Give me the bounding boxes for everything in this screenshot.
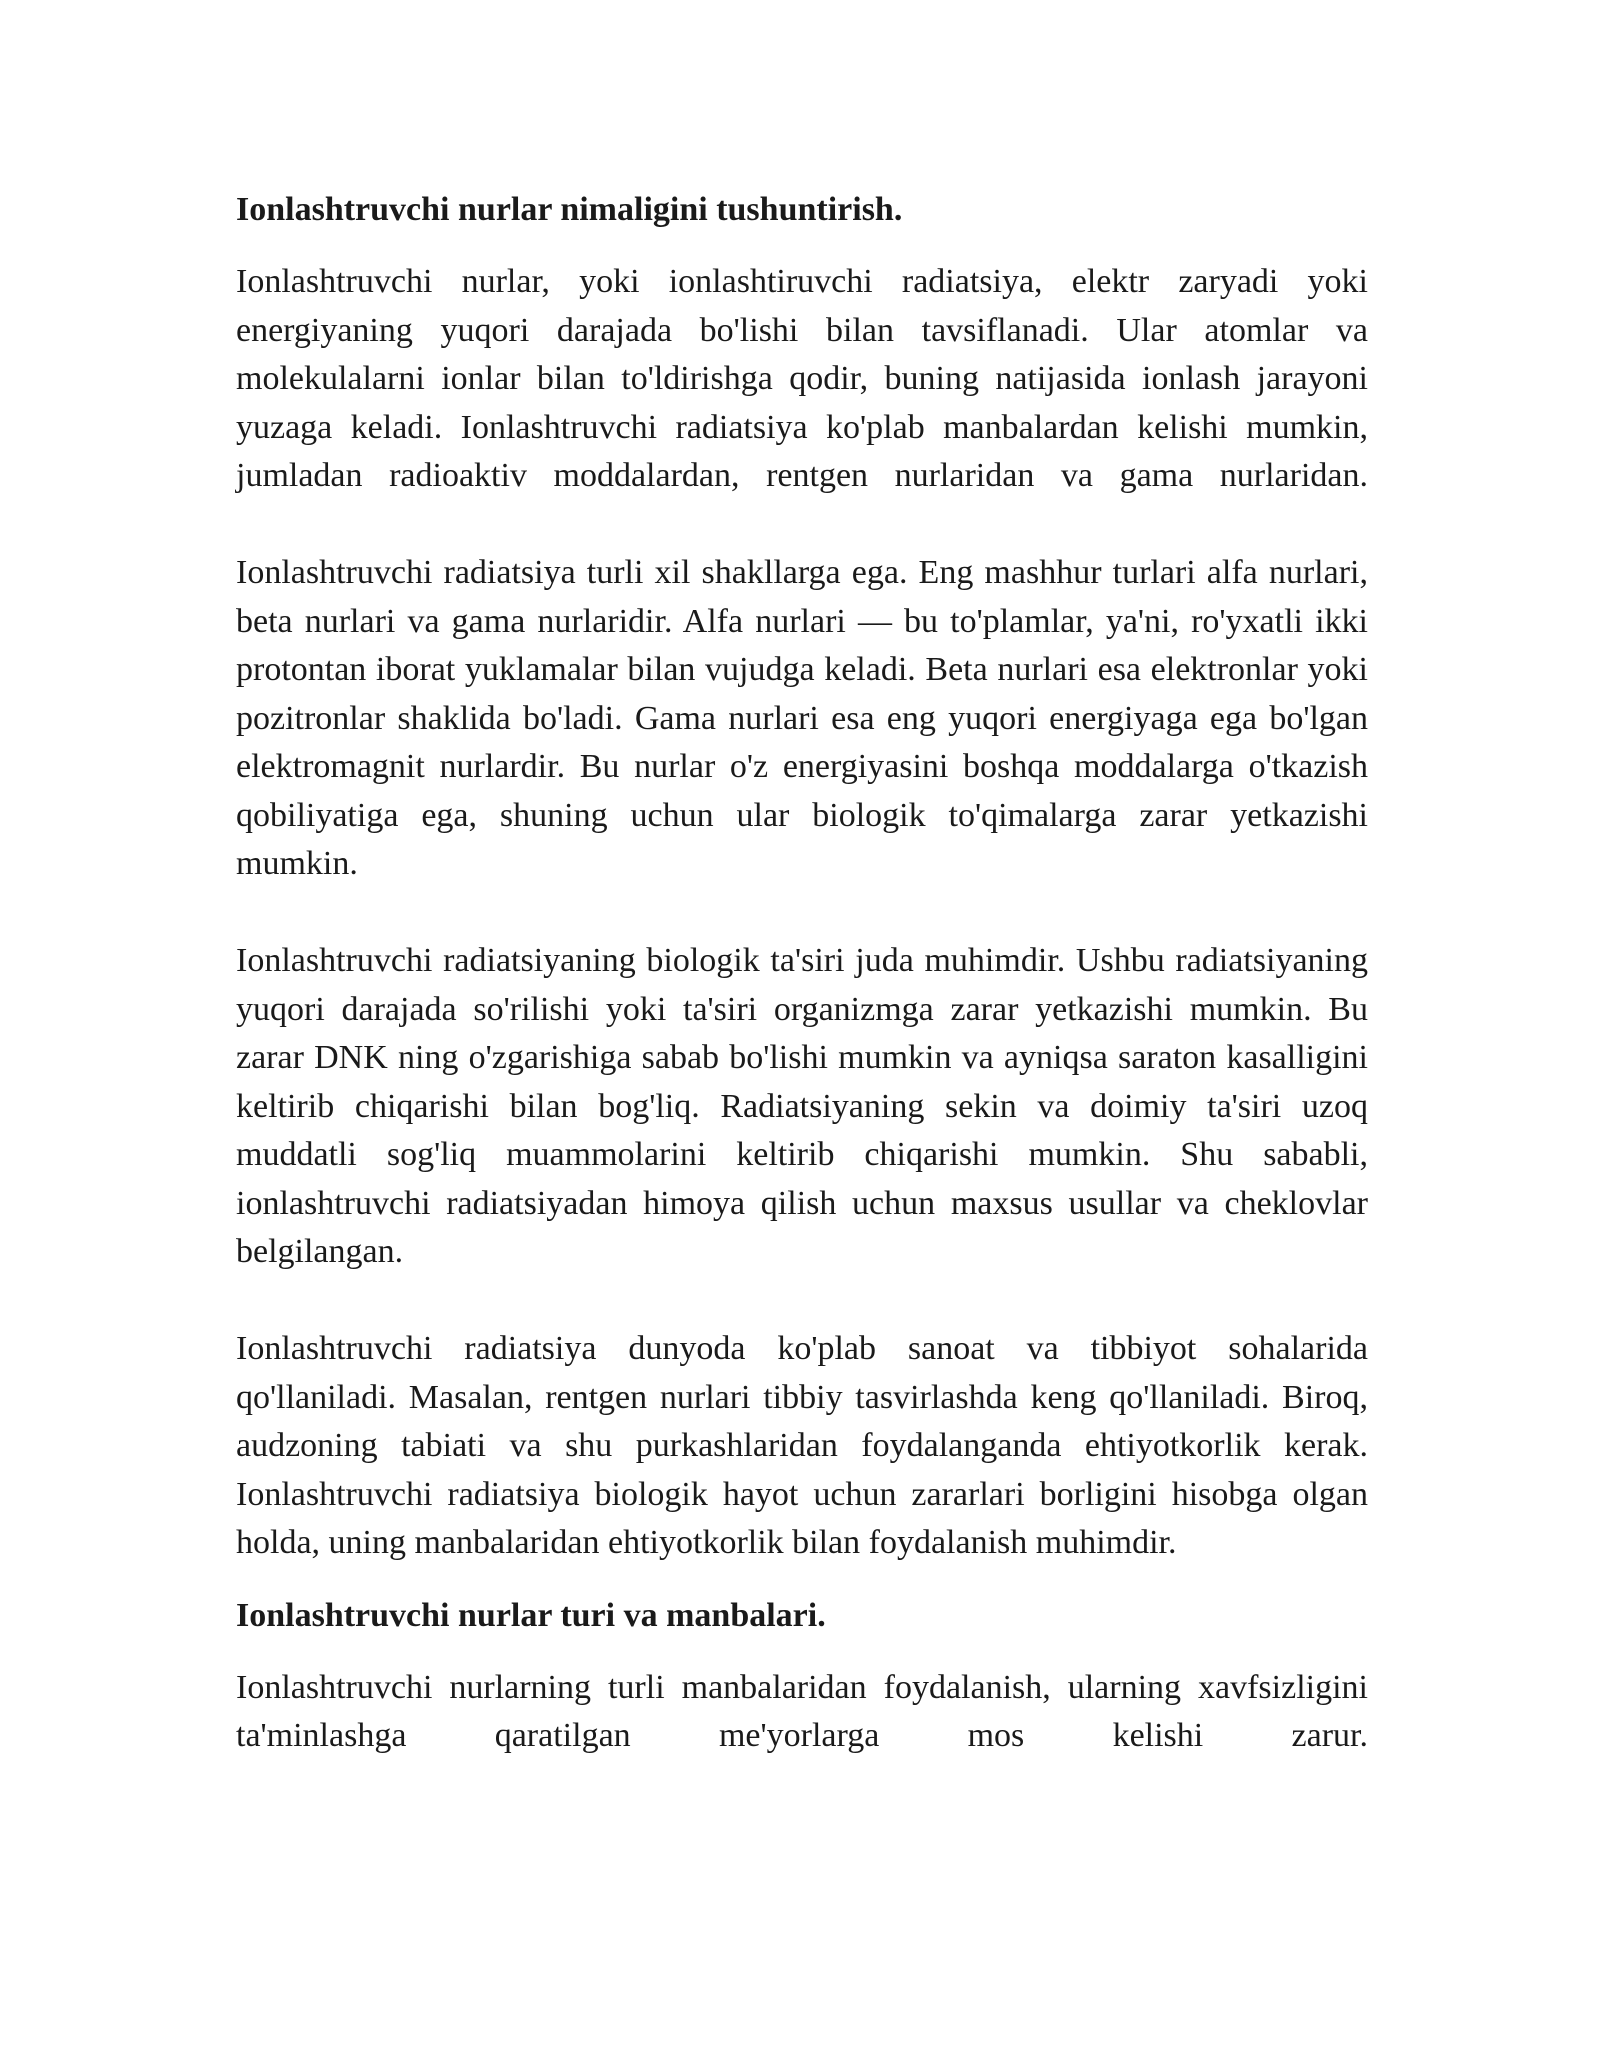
section-heading-1: Ionlashtruvchi nurlar nimaligini tushuntirish. [236, 191, 903, 228]
paragraph-spacing [236, 1568, 1368, 1592]
paragraph-4: Ionlashtruvchi radiatsiya dunyoda ko'plab sanoat va tibbiyot sohalarida qo'llaniladi. Masalan, rentgen nurlari tibbiy tasvirlashda keng qo'llaniladi. Biroq, audzoning tabiati va shu purkashlaridan foydalanganda ehtiyotkorlik kerak. Ionlashtruvchi radiatsiya biologik hayot uchun zararlari borligini hisobga olgan holda, uning manbalaridan ehtiyotkorlik bilan foydalanish muhimdir. [236, 1330, 1368, 1561]
blank-line [236, 889, 1368, 938]
document-body [236, 186, 1368, 1761]
section-heading-2: Ionlashtruvchi nurlar turi va manbalari. [236, 1596, 826, 1634]
paragraph-5: Ionlashtruvchi nurlarning turli manbalaridan foydalanish, ularning xavfsizligini ta'minlashga qaratilgan me'yorlarga mos kelishi zarur. [236, 1668, 1368, 1754]
paragraph-1: Ionlashtruvchi nurlar, yoki ionlashtiruvchi radiatsiya, elektr zaryadi yoki energiyaning yuqori darajada bo'lishi bilan tavsiflanadi. Ular atomlar va molekulalarni ionlar bilan to'ldirishga qodir, buning natijasida ionlash jarayoni yuzaga keladi. Ionlashtruvchi radiatsiya ko'plab manbalardan kelishi mumkin, jumladan radioaktiv moddalardan, rentgen nurlaridan va gama nurlaridan. [236, 263, 1368, 494]
blank-line [236, 501, 1368, 550]
paragraph-2: Ionlashtruvchi radiatsiya turli xil shakllarga ega. Eng mashhur turlari alfa nurlari, beta nurlari va gama nurlaridir. Alfa nurlari — bu to'plamlar, ya'ni, ro'yxatli ikki protontan iborat yuklamalar bilan vujudga keladi. Beta nurlari esa elektronlar yoki pozitronlar shaklida bo'ladi. Gama nurlari esa eng yuqori energiyaga ega bo'lgan elektromagnit nurlardir. Bu nurlar o'z energiyasini boshqa moddalarga o'tkazish qobiliyatiga ega, shuning uchun ular biologik to'qimalarga zarar yetkazishi mumkin. [236, 554, 1368, 882]
blank-line [236, 1277, 1368, 1326]
paragraph-3: Ionlashtruvchi radiatsiyaning biologik ta'siri juda muhimdir. Ushbu radiatsiyaning yuqori darajada so'rilishi yoki ta'siri organizmga zarar yetkazishi mumkin. Bu zarar DNK ning o'zgarishiga sabab bo'lishi mumkin va ayniqsa saraton kasalligini keltirib chiqarishi bilan bog'liq. Radiatsiyaning sekin va doimiy ta'siri uzoq muddatli sog'liq muammolarini keltirib chiqarishi mumkin. Shu sababli, ionlashtruvchi radiatsiyadan himoya qilish uchun maxsus usullar va cheklovlar belgilangan. [236, 942, 1368, 1270]
